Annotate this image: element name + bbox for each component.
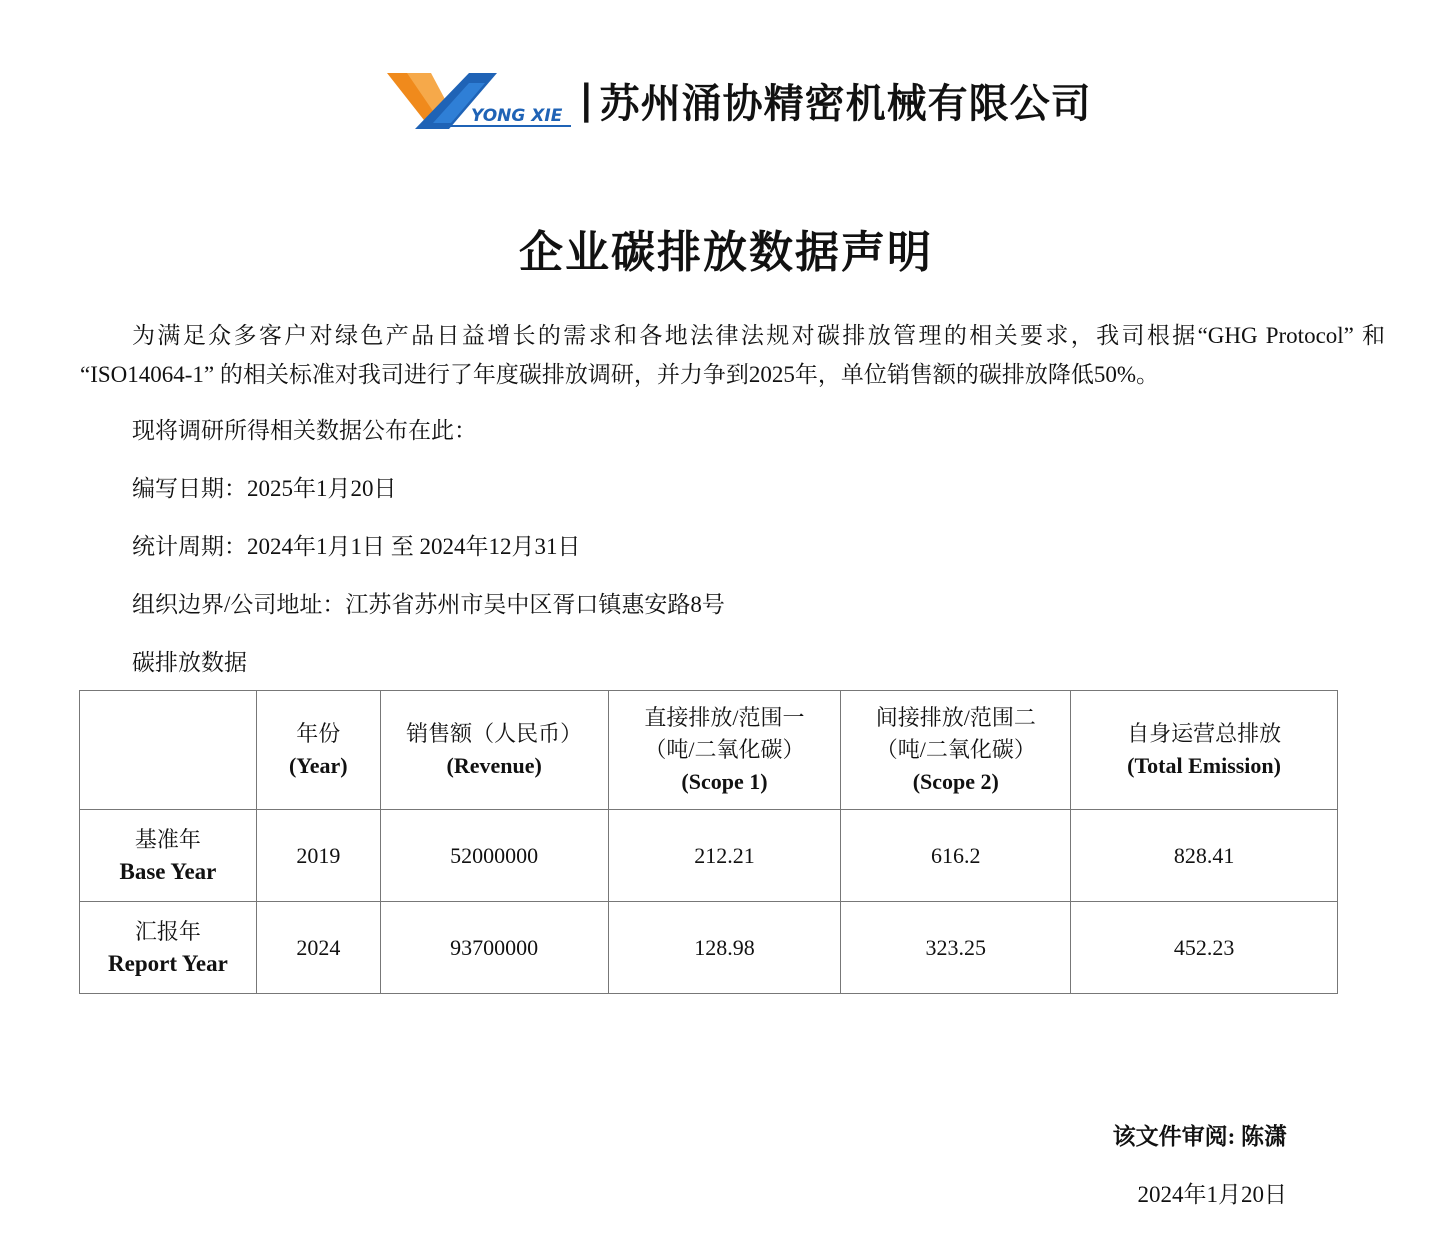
table-row (80, 902, 1338, 994)
period-line: 统计周期：2024年1月1日 至 2024年12月31日 (132, 534, 581, 559)
row-label-cn: 基准年 (134, 826, 201, 852)
row-label-cn: 汇报年 (134, 918, 201, 944)
row-label-en: Report Year (108, 950, 228, 976)
table-row (80, 810, 1338, 902)
header-cn: 直接排放/范围一 (644, 705, 805, 730)
compile-date-line: 编写日期：2025年1月20日 (132, 476, 397, 501)
emission-table (79, 690, 1338, 994)
header-en: (Year) (288, 753, 348, 778)
company-name: 苏州涌协精密机械有限公司 (599, 80, 1092, 127)
intro-paragraph: 为满足众多客户对绿色产品日益增长的需求和各地法律法规对碳排放管理的相关要求，我司根据“GHG Protocol” 和 “ISO14064-1” 的相关标准对我司进行了年度碳排放调研，并力争到2025年，单位销售额的碳排放降低50%。 (80, 323, 1385, 387)
header-cn: 销售额（人民币） (406, 721, 583, 746)
cell-total: 828.41 (1071, 810, 1338, 902)
header-cell-scope1 (608, 691, 841, 810)
cell-year: 2019 (256, 810, 380, 902)
logo-text: YONG XIE (471, 106, 563, 126)
cell-scope2: 323.25 (841, 902, 1071, 994)
header-cn: 年份 (296, 721, 341, 746)
header-cn-unit: （吨/二氧化碳） (875, 737, 1036, 762)
table-header-row (80, 691, 1338, 810)
cell-revenue: 93700000 (380, 902, 608, 994)
header-cell-revenue (380, 691, 608, 810)
header-en: (Scope 2) (912, 769, 999, 794)
header-cell-year (256, 691, 380, 810)
header-separator: | (579, 77, 594, 123)
announce-line: 现将调研所得相关数据公布在此： (132, 418, 477, 443)
header-cn: 间接排放/范围二 (875, 705, 1036, 730)
row-label (80, 810, 257, 902)
signature-date: 2024年1月20日 (1137, 1182, 1287, 1207)
cell-scope1: 128.98 (608, 902, 841, 994)
header-en: (Revenue) (446, 753, 542, 778)
document-title: 企业碳排放数据声明 (519, 228, 933, 277)
company-logo (385, 71, 575, 129)
header-en: (Scope 1) (681, 769, 768, 794)
cell-scope2: 616.2 (841, 810, 1071, 902)
reviewer-signature: 该文件审阅: 陈潇 (1112, 1124, 1287, 1149)
header-cn-unit: （吨/二氧化碳） (644, 737, 805, 762)
header-cell-empty (80, 691, 257, 810)
boundary-line: 组织边界/公司地址：江苏省苏州市吴中区胥口镇惠安路8号 (132, 592, 725, 617)
cell-total: 452.23 (1071, 902, 1338, 994)
header-cn: 自身运营总排放 (1127, 721, 1282, 746)
row-label (80, 902, 257, 994)
header-en: (Total Emission) (1127, 753, 1281, 778)
header-cell-scope2 (841, 691, 1071, 810)
company-header (385, 68, 1092, 132)
table-caption: 碳排放数据 (132, 650, 247, 675)
cell-scope1: 212.21 (608, 810, 841, 902)
cell-revenue: 52000000 (380, 810, 608, 902)
row-label-en: Base Year (119, 858, 217, 884)
cell-year: 2024 (256, 902, 380, 994)
header-cell-total (1071, 691, 1338, 810)
